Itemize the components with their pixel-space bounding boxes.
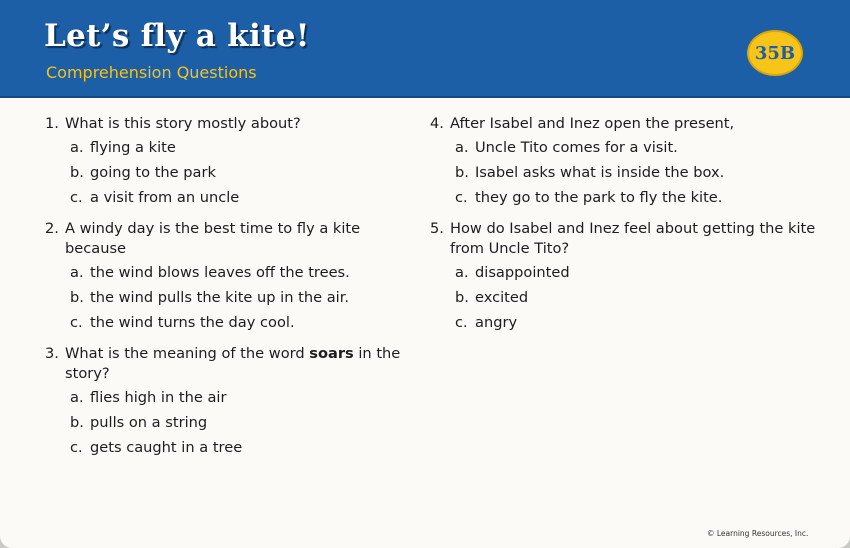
answer-option — [455, 263, 820, 283]
answer-text: a visit from an uncle — [90, 189, 240, 206]
answer-text: the wind blows leaves off the trees. — [90, 264, 350, 281]
left-column — [45, 114, 415, 469]
answer-letter: b. — [70, 164, 84, 181]
question-block-2 — [45, 219, 415, 333]
answer-option — [455, 138, 820, 158]
question-number: 4. — [430, 115, 444, 132]
answer-letter: a. — [70, 264, 84, 281]
answer-text: gets caught in a tree — [90, 439, 243, 456]
answer-text: the wind pulls the kite up in the air. — [90, 289, 350, 306]
question-text: How do Isabel and Inez feel about getting the kite from Uncle Tito? — [450, 220, 816, 257]
badge-label: 35B — [754, 42, 796, 64]
answer-text: pulls on a string — [90, 414, 208, 431]
answer-text: angry — [475, 314, 518, 331]
answer-letter: b. — [70, 289, 84, 306]
card-subtitle: Comprehension Questions — [46, 63, 257, 82]
question-text: After Isabel and Inez open the present, — [450, 115, 735, 132]
answer-letter: c. — [70, 314, 83, 331]
question-number: 5. — [430, 220, 444, 237]
question-number: 2. — [45, 220, 59, 237]
question-number: 3. — [45, 345, 59, 362]
card-title: Let’s fly a kite! — [44, 18, 310, 54]
question-block-4 — [430, 114, 820, 208]
answer-option — [70, 313, 415, 333]
question-block-1 — [45, 114, 415, 208]
question-text-end: in the story? — [65, 345, 401, 382]
answer-letter: c. — [455, 314, 468, 331]
question-block-3 — [45, 344, 415, 458]
answer-letter: c. — [70, 189, 83, 206]
answer-text: Uncle Tito comes for a visit. — [475, 139, 678, 156]
answer-text: excited — [475, 289, 529, 306]
question-3 — [45, 344, 415, 384]
question-text: A windy day is the best time to fly a kite because — [65, 220, 361, 257]
question-text-start: What is the meaning of the word — [65, 345, 310, 362]
question-number: 1. — [45, 115, 59, 132]
question-text: What is this story mostly about? — [65, 115, 301, 132]
answer-letter: a. — [455, 264, 469, 281]
question-4 — [430, 114, 820, 134]
answer-letter: b. — [455, 289, 469, 306]
answer-text: Isabel asks what is inside the box. — [475, 164, 725, 181]
question-text — [65, 344, 415, 384]
answer-letter: a. — [455, 139, 469, 156]
answer-option — [455, 288, 820, 308]
answer-letter: a. — [70, 389, 84, 406]
answer-option — [455, 188, 820, 208]
right-column — [430, 114, 820, 344]
question-block-5 — [430, 219, 820, 333]
answer-option — [70, 413, 415, 433]
answer-option — [70, 188, 415, 208]
answer-text: disappointed — [475, 264, 570, 281]
answer-option — [455, 313, 820, 333]
answer-text: flies high in the air — [90, 389, 227, 406]
card-header — [0, 0, 850, 98]
answer-letter: b. — [455, 164, 469, 181]
answer-text: they go to the park to fly the kite. — [475, 189, 723, 206]
answer-option — [70, 288, 415, 308]
question-1 — [45, 114, 415, 134]
vocabulary-word: soars — [309, 345, 354, 362]
answer-option — [70, 438, 415, 458]
answer-text: the wind turns the day cool. — [90, 314, 295, 331]
question-5 — [430, 219, 820, 259]
card-number-badge — [747, 30, 803, 76]
answer-text: going to the park — [90, 164, 216, 181]
copyright-notice: © Learning Resources, Inc. — [707, 529, 809, 538]
answer-option — [70, 388, 415, 408]
answer-letter: b. — [70, 414, 84, 431]
answer-letter: a. — [70, 139, 84, 156]
answer-option — [70, 263, 415, 283]
answer-option — [455, 163, 820, 183]
answer-text: flying a kite — [90, 139, 176, 156]
answer-option — [70, 138, 415, 158]
answer-option — [70, 163, 415, 183]
answer-letter: c. — [455, 189, 468, 206]
answer-letter: c. — [70, 439, 83, 456]
question-2 — [45, 219, 415, 259]
